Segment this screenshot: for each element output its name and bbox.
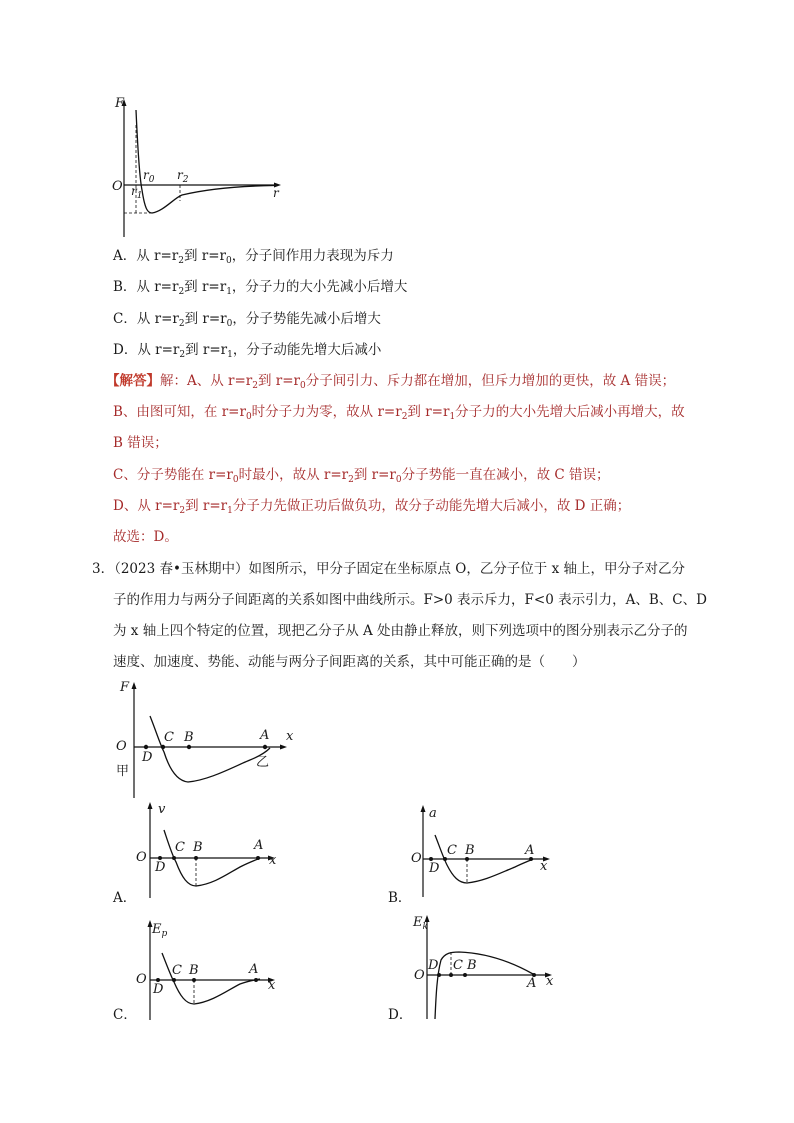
c-b-label: B xyxy=(189,963,199,978)
option-a: A．从 $r=r_2$到 $r=r_0$，分子间作用力表现为斥力 xyxy=(113,248,394,266)
a-c-label: C xyxy=(175,840,185,855)
q3-line-4: 速度、加速度、势能、动能与两分子间距离的关系，其中可能正确的是（ ） xyxy=(113,654,586,670)
point-a xyxy=(256,856,260,860)
force-distance-graph xyxy=(112,95,292,245)
q3-line-3: 为 x 轴上四个特定的位置，现把乙分子从 A 处由静止释放，则下列选项中的图分别表示乙分子的 xyxy=(113,623,688,639)
origin-label: O xyxy=(112,179,123,194)
point-d xyxy=(144,745,148,749)
c-c-label: C xyxy=(172,963,182,978)
b-x-label: x xyxy=(540,859,548,874)
c-d-label: D xyxy=(153,982,164,997)
main-b-label: B xyxy=(184,730,194,745)
r1-label: $r_1$ xyxy=(131,184,143,201)
d-o-label: O xyxy=(414,968,425,983)
b-d-label: D xyxy=(429,861,440,876)
answer-line-6: 故选：D。 xyxy=(113,529,178,545)
option-c-label: C． xyxy=(113,1007,137,1023)
b-y-label: a xyxy=(429,806,437,821)
d-a-label: A xyxy=(527,976,537,991)
d-d-label: D xyxy=(428,958,439,973)
d-c-label: C xyxy=(453,958,463,973)
b-o-label: O xyxy=(411,851,422,866)
a-x-label: x xyxy=(269,853,277,868)
option-b: B．从 $r=r_2$到 $r=r_1$，分子力的大小先减小后增大 xyxy=(113,279,408,297)
c-y-label: $E_p$ xyxy=(152,922,168,939)
d-x-label: x xyxy=(546,974,554,989)
point-c xyxy=(172,978,176,982)
answer-line-1: 【解答】解：A、从 $r=r_2$到 $r=r_0$分子间引力、斥力都在增加，但斥力增加的更快，故 A 错误； xyxy=(106,373,676,391)
main-a-label: A xyxy=(260,728,270,743)
answer-line-4: C、分子势能在 $r=r_0$时最小，故从 $r=r_2$到 $r=r_0$分子势能一直在减小，故 C 错误； xyxy=(113,467,610,485)
point-a xyxy=(263,745,267,749)
force-curve xyxy=(136,110,274,213)
a-o-label: O xyxy=(136,850,147,865)
ep-curve xyxy=(162,953,260,1004)
c-o-label: O xyxy=(136,972,147,987)
b-a-label: A xyxy=(525,843,535,858)
point-c xyxy=(172,856,176,860)
q3-line-2: 子的作用力与两分子间距离的关系如图中曲线所示。F>0 表示斥力，F<0 表示引力，A、B、C、D xyxy=(113,592,707,608)
answer-line-3: B 错误； xyxy=(113,435,168,451)
option-b-label: B． xyxy=(388,890,412,906)
point-b xyxy=(192,978,196,982)
option-a-label: A． xyxy=(113,890,137,906)
point-b xyxy=(194,856,198,860)
point-b xyxy=(463,973,467,977)
main-x-label: x xyxy=(286,729,294,744)
option-c: C．从 $r=r_2$到 $r=r_0$，分子势能先减小后增大 xyxy=(113,311,381,329)
point-c xyxy=(161,745,165,749)
q3-line-1: 3．（2023 春•玉林期中）如图所示，甲分子固定在坐标原点 O，乙分子位于 x 轴上，甲分子对乙分 xyxy=(92,561,686,577)
force-curve xyxy=(150,716,270,782)
b-c-label: C xyxy=(447,843,457,858)
answer-line-2: B、由图可知，在 $r=r_0$时分子力为零，故从 $r=r_2$到 $r=r_1$分子力的大小先增大后减小再增大，故 xyxy=(113,404,685,422)
d-y-label: $E_k$ xyxy=(413,915,428,932)
jia-label: 甲 xyxy=(116,764,130,779)
d-b-label: B xyxy=(467,958,477,973)
r-axis-label: r xyxy=(273,186,279,200)
r2-label: $r_2$ xyxy=(177,168,189,185)
main-o-label: O xyxy=(116,739,127,754)
point-a xyxy=(254,978,258,982)
main-f-label: F xyxy=(120,680,130,695)
option-a-graph xyxy=(130,800,290,900)
a-a-label: A xyxy=(254,838,264,853)
b-b-label: B xyxy=(465,843,475,858)
point-d xyxy=(437,973,441,977)
main-c-label: C xyxy=(164,730,174,745)
c-a-label: A xyxy=(249,962,259,977)
ek-curve xyxy=(435,952,533,1019)
f-axis-label: F xyxy=(115,96,125,111)
point-c xyxy=(449,973,453,977)
main-force-graph xyxy=(110,676,310,801)
option-d: D．从 $r=r_2$到 $r=r_1$，分子动能先增大后减小 xyxy=(113,342,382,360)
yi-label: 乙 xyxy=(256,755,270,770)
point-b xyxy=(187,745,191,749)
main-d-label: D xyxy=(142,750,153,765)
answer-line-5: D、从 $r=r_2$到 $r=r_1$分子力先做正功后做负功，故分子动能先增大后减小，故 D 正确； xyxy=(113,498,631,516)
a-y-label: v xyxy=(158,802,166,817)
option-d-label: D． xyxy=(388,1007,413,1023)
a-d-label: D xyxy=(155,860,166,875)
a-b-label: B xyxy=(193,840,203,855)
r0-label: $r_0$ xyxy=(143,168,155,185)
c-x-label: x xyxy=(268,978,276,993)
